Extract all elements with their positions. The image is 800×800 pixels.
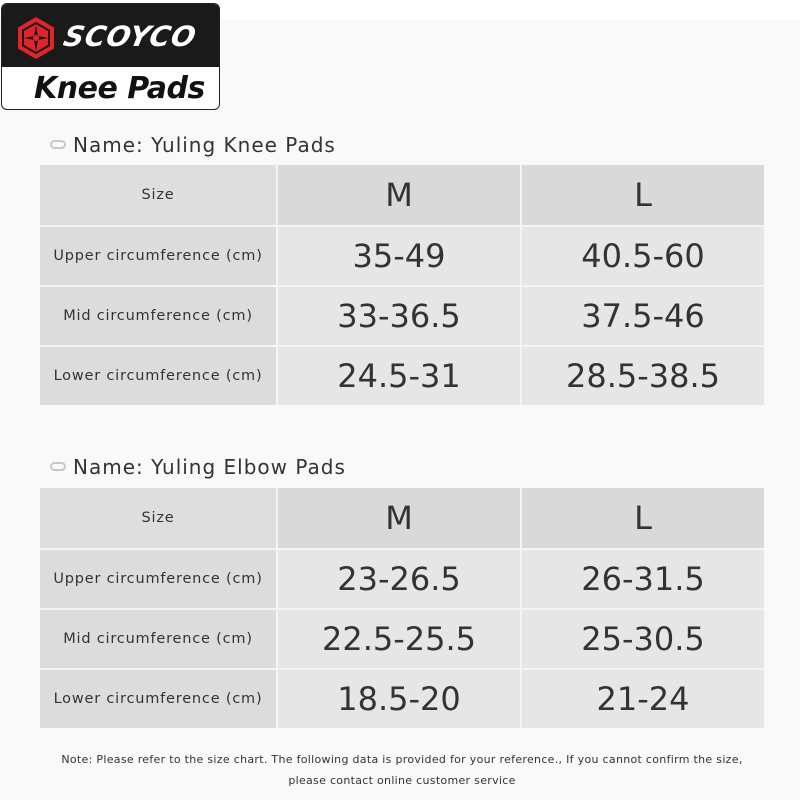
bullet-pill-icon <box>50 140 66 149</box>
value-cell-m: 18.5-20 <box>278 670 522 728</box>
header-label-cell: Size <box>40 488 278 550</box>
table-header-row <box>40 165 764 227</box>
section-heading-text: Name: Yuling Knee Pads <box>73 133 336 157</box>
section-heading-knee <box>50 130 336 160</box>
table-row <box>40 550 764 610</box>
table-row <box>40 610 764 670</box>
row-label: Mid circumference (cm) <box>40 610 278 670</box>
value-cell-l: 28.5-38.5 <box>522 347 764 405</box>
value-cell-m: 24.5-31 <box>278 347 522 405</box>
size-note <box>40 749 764 791</box>
table-header-row <box>40 488 764 550</box>
row-label: Upper circumference (cm) <box>40 550 278 610</box>
size-m-header: M <box>278 488 522 550</box>
table-row <box>40 347 764 405</box>
row-label: Lower circumference (cm) <box>40 347 278 405</box>
value-cell-m: 35-49 <box>278 227 522 287</box>
section-heading-elbow <box>50 452 346 482</box>
bullet-pill-icon <box>50 462 66 471</box>
row-label: Mid circumference (cm) <box>40 287 278 347</box>
value-cell-l: 21-24 <box>522 670 764 728</box>
size-l-header: L <box>522 488 764 550</box>
header-label-cell: Size <box>40 165 278 227</box>
value-cell-l: 26-31.5 <box>522 550 764 610</box>
value-cell-l: 40.5-60 <box>522 227 764 287</box>
product-title: Knee Pads <box>34 71 205 106</box>
value-cell-m: 23-26.5 <box>278 550 522 610</box>
value-cell-m: 33-36.5 <box>278 287 522 347</box>
scoyco-logo-icon <box>14 16 58 60</box>
elbow-size-table <box>40 488 764 728</box>
note-line-1: Note: Please refer to the size chart. The following data is provided for your reference., If you cannot confirm the size, <box>61 753 743 766</box>
row-label: Lower circumference (cm) <box>40 670 278 728</box>
brand-name: SCOYCO <box>60 20 200 53</box>
value-cell-l: 37.5-46 <box>522 287 764 347</box>
brand-header <box>1 3 220 110</box>
row-label: Upper circumference (cm) <box>40 227 278 287</box>
size-l-header: L <box>522 165 764 227</box>
table-row <box>40 227 764 287</box>
section-heading-text: Name: Yuling Elbow Pads <box>73 455 346 479</box>
size-m-header: M <box>278 165 522 227</box>
knee-size-table <box>40 165 764 405</box>
value-cell-m: 22.5-25.5 <box>278 610 522 670</box>
note-line-2: please contact online customer service <box>288 774 516 787</box>
table-row <box>40 670 764 728</box>
value-cell-l: 25-30.5 <box>522 610 764 670</box>
brand-bar <box>2 4 219 67</box>
table-row <box>40 287 764 347</box>
